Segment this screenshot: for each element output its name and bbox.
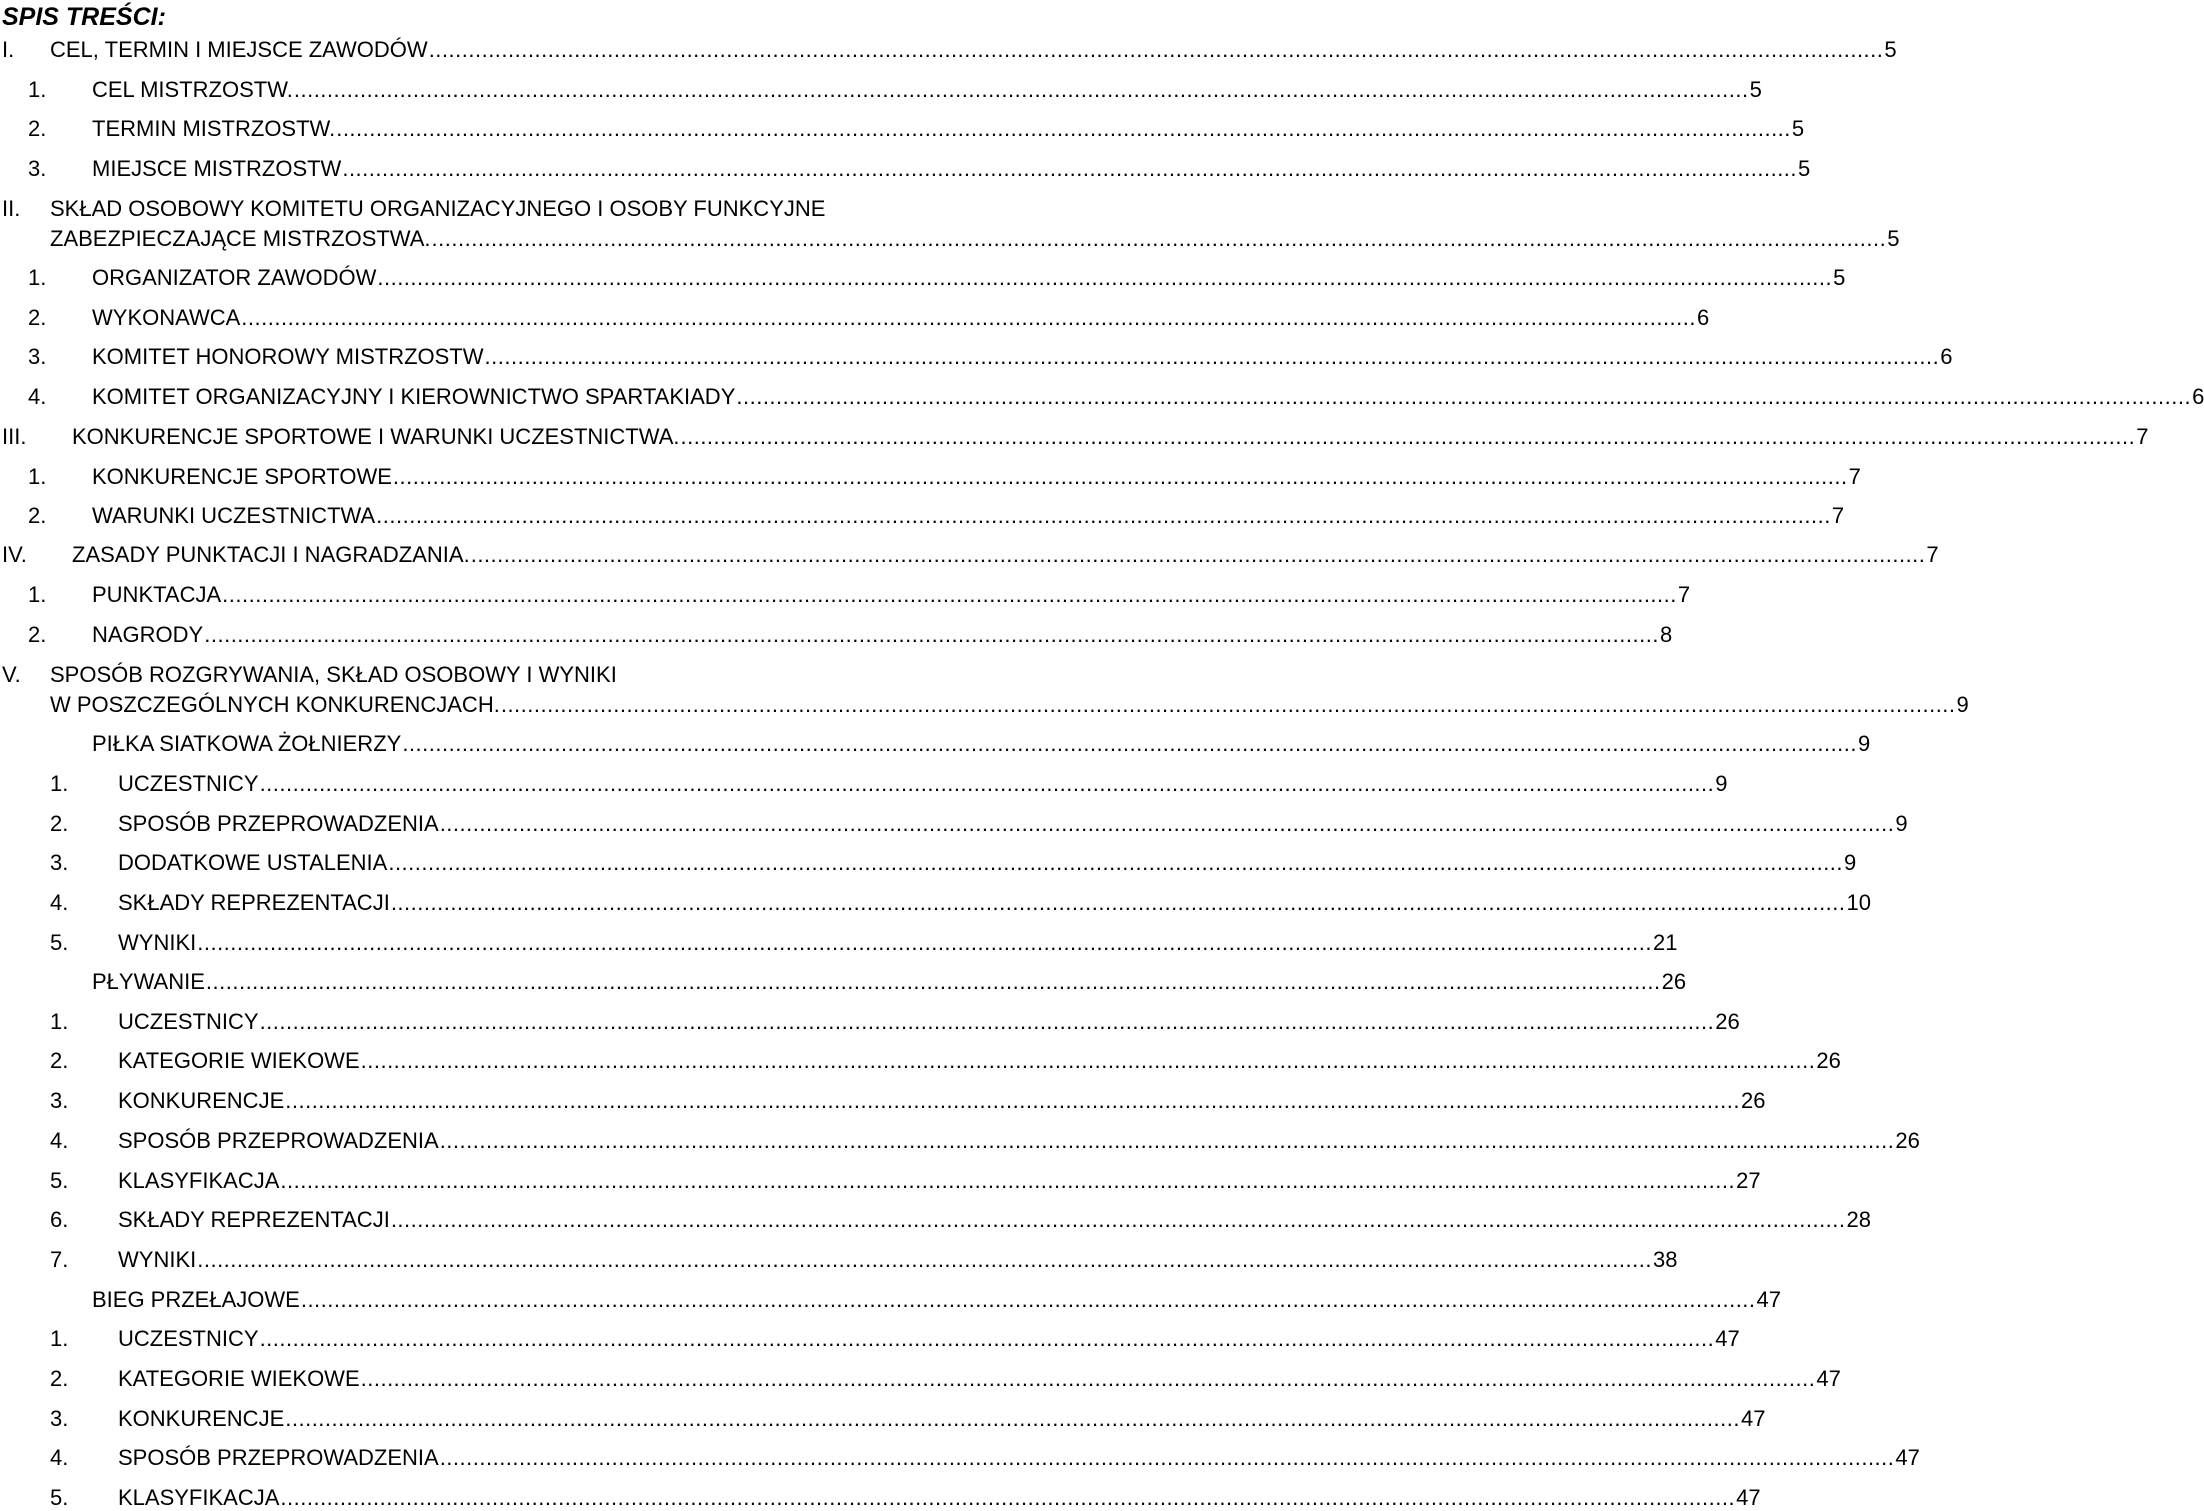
toc-entry-number: 6. xyxy=(50,1207,69,1232)
toc-dot-leader: ............................................................................................................................................................................................................................ xyxy=(259,1326,1715,1351)
toc-entry[interactable] xyxy=(0,463,1861,490)
toc-entry-page: 26 xyxy=(1816,1048,1841,1073)
toc-entry-title: KONKURENCJE xyxy=(118,1088,285,1113)
toc-entry-page: 26 xyxy=(1895,1128,1920,1153)
toc-dot-leader: ............................................................................................................................................................................................................................ xyxy=(241,305,1697,330)
toc-entry-page: 47 xyxy=(1715,1326,1740,1351)
toc-entry[interactable] xyxy=(0,423,2149,450)
toc-entry-number: 1. xyxy=(50,1009,69,1034)
toc-entry[interactable] xyxy=(0,1365,1841,1392)
toc-entry-number: 3. xyxy=(50,850,69,875)
toc-dot-leader: ............................................................................................................................................................................................................................ xyxy=(336,116,1791,141)
toc-entry-number: I. xyxy=(2,37,15,62)
toc-entry[interactable] xyxy=(0,264,1846,291)
toc-entry[interactable] xyxy=(0,1087,1766,1114)
toc-dot-leader: ............................................................................................................................................................................................................................ xyxy=(259,1009,1715,1034)
toc-entry[interactable] xyxy=(0,343,1953,370)
toc-entry[interactable] xyxy=(0,502,1845,529)
toc-entry-title: ZASADY PUNKTACJI I NAGRADZANIA. xyxy=(72,542,470,567)
toc-entry[interactable] xyxy=(0,304,1710,331)
toc-dot-leader: ............................................................................................................................................................................................................................ xyxy=(360,1048,1816,1073)
toc-title: SPIS TREŚCI: xyxy=(2,3,166,31)
toc-entry-title: PŁYWANIE xyxy=(92,969,205,994)
toc-entry-title: KLASYFIKACJA xyxy=(118,1485,280,1510)
toc-dot-leader: ............................................................................................................................................................................................................................ xyxy=(439,1445,1895,1470)
toc-entry[interactable] xyxy=(0,929,1678,956)
toc-entry-title: TERMIN MISTRZOSTW. xyxy=(92,116,336,141)
toc-entry-page: 6 xyxy=(2192,384,2204,409)
toc-dot-leader: ............................................................................................................................................................................................................................ xyxy=(736,384,2192,409)
toc-entry-number: 1. xyxy=(28,265,47,290)
toc-entry[interactable] xyxy=(0,849,1857,876)
toc-entry-title: SKŁAD OSOBOWY KOMITETU ORGANIZACYJNEGO I OSOBY FUNKCYJNE xyxy=(50,196,826,221)
toc-entry-title: KONKURENCJE SPORTOWE I WARUNKI UCZESTNICTWA. xyxy=(72,424,680,449)
toc-dot-leader: ............................................................................................................................................................................................................................ xyxy=(439,1128,1895,1153)
toc-entry[interactable] xyxy=(0,1047,1841,1074)
toc-entry-number: 1. xyxy=(50,771,69,796)
toc-entry-page: 7 xyxy=(1677,582,1691,607)
toc-entry-page: 7 xyxy=(1831,503,1845,528)
toc-dot-leader: ............................................................................................................................................................................................................................ xyxy=(390,890,1846,915)
toc-entry-title: UCZESTNICY xyxy=(118,771,259,796)
toc-entry-page: 5 xyxy=(1884,37,1897,62)
toc-dot-leader: ............................................................................................................................................................................................................................ xyxy=(197,930,1652,955)
toc-entry-title: MIEJSCE MISTRZOSTW xyxy=(92,156,342,181)
toc-entry-number: V. xyxy=(2,662,21,687)
toc-entry-title: WYNIKI xyxy=(118,930,197,955)
toc-entry-title: DODATKOWE USTALENIA xyxy=(118,850,388,875)
toc-dot-leader: ............................................................................................................................................................................................................................ xyxy=(390,1207,1846,1232)
toc-dot-leader: ............................................................................................................................................................................................................................ xyxy=(680,424,2136,449)
toc-entry-page: 21 xyxy=(1652,930,1678,955)
toc-entry[interactable] xyxy=(0,621,1673,648)
toc-entry[interactable] xyxy=(0,115,1805,142)
toc-entry[interactable] xyxy=(0,1008,1740,1035)
toc-entry[interactable] xyxy=(0,195,960,222)
toc-entry-title: SKŁADY REPREZENTACJI xyxy=(118,890,390,915)
toc-entry-title: PIŁKA SIATKOWA ŻOŁNIERZY xyxy=(92,731,402,756)
toc-entry-title: SPOSÓB PRZEPROWADZENIA xyxy=(118,1128,439,1153)
toc-entry-page: 26 xyxy=(1715,1009,1740,1034)
toc-entry[interactable] xyxy=(0,1405,1766,1432)
toc-entry-page: 28 xyxy=(1846,1207,1872,1232)
toc-entry[interactable] xyxy=(0,541,1939,568)
toc-entry[interactable] xyxy=(0,155,1811,182)
toc-entry-page: 7 xyxy=(2136,424,2149,449)
toc-entry-page: 26 xyxy=(1661,969,1687,994)
toc-dot-leader: ............................................................................................................................................................................................................................ xyxy=(293,77,1749,102)
toc-dot-leader: ............................................................................................................................................................................................................................ xyxy=(402,731,1858,756)
toc-dot-leader: ............................................................................................................................................................................................................................ xyxy=(280,1168,1736,1193)
toc-entry-number: 2. xyxy=(50,1366,69,1391)
toc-entry-title: SKŁADY REPREZENTACJI xyxy=(118,1207,390,1232)
toc-entry-number: 3. xyxy=(50,1406,69,1431)
toc-dot-leader: ............................................................................................................................................................................................................................ xyxy=(377,265,1833,290)
toc-entry[interactable] xyxy=(0,661,960,688)
toc-entry-title: KONKURENCJE SPORTOWE xyxy=(92,464,392,489)
toc-dot-leader: ............................................................................................................................................................................................................................ xyxy=(376,503,1831,528)
toc-entry-page: 5 xyxy=(1798,156,1811,181)
toc-entry[interactable] xyxy=(0,1127,1920,1154)
toc-entry-title: WYKONAWCA xyxy=(92,305,241,330)
toc-entry-page: 9 xyxy=(1895,811,1908,836)
toc-entry[interactable] xyxy=(0,968,1687,995)
toc-dot-leader: ............................................................................................................................................................................................................................ xyxy=(285,1406,1740,1431)
toc-entry-number: 1. xyxy=(28,77,47,102)
toc-entry[interactable] xyxy=(0,1206,1872,1233)
toc-entry[interactable] xyxy=(0,730,1871,757)
toc-entry-page: 5 xyxy=(1833,265,1846,290)
toc-entry-page: 10 xyxy=(1846,890,1872,915)
toc-entry-title: CEL MISTRZOSTW. xyxy=(92,77,293,102)
toc-entry-page: 8 xyxy=(1659,622,1673,647)
toc-entry-number: 2. xyxy=(28,503,47,528)
toc-entry-page: 6 xyxy=(1697,305,1710,330)
toc-dot-leader: ............................................................................................................................................................................................................................ xyxy=(259,771,1715,796)
toc-entry[interactable] xyxy=(0,76,1762,103)
toc-entry-title: UCZESTNICY xyxy=(118,1009,259,1034)
toc-entry-page: 47 xyxy=(1736,1485,1761,1510)
toc-entry-number: 2. xyxy=(28,305,47,330)
toc-dot-leader: ............................................................................................................................................................................................................................ xyxy=(204,622,1659,647)
toc-entry-page: 9 xyxy=(1844,850,1857,875)
toc-entry[interactable] xyxy=(0,810,1908,837)
toc-dot-leader: ............................................................................................................................................................................................................................ xyxy=(342,156,1798,181)
toc-entry[interactable] xyxy=(0,383,2204,410)
toc-entry[interactable] xyxy=(0,1484,1761,1511)
toc-dot-leader: ............................................................................................................................................................................................................................ xyxy=(285,1088,1740,1113)
toc-entry[interactable] xyxy=(0,1246,1678,1273)
toc-dot-leader: ............................................................................................................................................................................................................................ xyxy=(428,37,1884,62)
toc-entry[interactable] xyxy=(0,1167,1761,1194)
toc-entry-number: 7. xyxy=(50,1247,69,1272)
toc-dot-leader: ............................................................................................................................................................................................................................ xyxy=(484,344,1940,369)
toc-entry[interactable] xyxy=(0,691,1969,718)
toc-dot-leader: ............................................................................................................................................................................................................................ xyxy=(500,692,1956,717)
toc-entry-title: W POSZCZEGÓLNYCH KONKURENCJACH. xyxy=(50,692,500,717)
toc-entry-number: 5. xyxy=(50,930,69,955)
toc-entry-page: 26 xyxy=(1740,1088,1766,1113)
toc-entry-title: UCZESTNICY xyxy=(118,1326,259,1351)
toc-dot-leader: ............................................................................................................................................................................................................................ xyxy=(280,1485,1736,1510)
toc-entry-page: 47 xyxy=(1895,1445,1920,1470)
toc-entry-title: KATEGORIE WIEKOWE xyxy=(118,1048,360,1073)
toc-entry-page: 9 xyxy=(1715,771,1728,796)
toc-entry-page: 7 xyxy=(1926,542,1939,567)
toc-entry-page: 9 xyxy=(1956,692,1969,717)
toc-entry-title: KOMITET HONOROWY MISTRZOSTW xyxy=(92,344,484,369)
toc-entry-title: SPOSÓB PRZEPROWADZENIA xyxy=(118,1445,439,1470)
toc-entry-title: SPOSÓB ROZGRYWANIA, SKŁAD OSOBOWY I WYNIKI xyxy=(50,662,617,687)
toc-entry-page: 9 xyxy=(1858,731,1871,756)
toc-entry[interactable] xyxy=(0,225,1900,252)
toc-entry-number: II. xyxy=(2,196,21,221)
toc-entry-title: NAGRODY xyxy=(92,622,204,647)
toc-entry-page: 47 xyxy=(1756,1287,1782,1312)
toc-entry-page: 5 xyxy=(1749,77,1762,102)
toc-entry-number: 5. xyxy=(50,1485,69,1510)
toc-entry-number: 2. xyxy=(50,811,69,836)
toc-entry[interactable] xyxy=(0,1286,1782,1313)
toc-entry[interactable] xyxy=(0,770,1728,797)
toc-entry-title: ORGANIZATOR ZAWODÓW xyxy=(92,265,377,290)
toc-entry-page: 5 xyxy=(1791,116,1805,141)
toc-dot-leader: ............................................................................................................................................................................................................................ xyxy=(300,1287,1756,1312)
toc-entry-number: III. xyxy=(2,424,27,449)
toc-entry-number: 2. xyxy=(28,116,47,141)
toc-entry-number: 2. xyxy=(28,622,47,647)
toc-entry-title: WARUNKI UCZESTNICTWA xyxy=(92,503,376,528)
toc-dot-leader: ............................................................................................................................................................................................................................ xyxy=(360,1366,1816,1391)
toc-dot-leader: ............................................................................................................................................................................................................................ xyxy=(431,226,1887,251)
toc-dot-leader: ............................................................................................................................................................................................................................ xyxy=(197,1247,1652,1272)
toc-dot-leader: ............................................................................................................................................................................................................................ xyxy=(439,811,1895,836)
toc-entry-page: 5 xyxy=(1887,226,1900,251)
toc-dot-leader: ............................................................................................................................................................................................................................ xyxy=(205,969,1661,994)
toc-entry-page: 27 xyxy=(1736,1168,1761,1193)
toc-entry-title: BIEG PRZEŁAJOWE xyxy=(92,1287,300,1312)
toc-dot-leader: ............................................................................................................................................................................................................................ xyxy=(222,582,1677,607)
toc-entry-number: 3. xyxy=(50,1088,69,1113)
toc-entry-number: 1. xyxy=(28,464,47,489)
toc-entry-number: 4. xyxy=(28,384,47,409)
toc-entry-page: 47 xyxy=(1740,1406,1766,1431)
toc-entry-title: PUNKTACJA xyxy=(92,582,222,607)
toc-entry-title: KATEGORIE WIEKOWE xyxy=(118,1366,360,1391)
toc-entry[interactable] xyxy=(0,1444,1920,1471)
toc-entry-number: 2. xyxy=(50,1048,69,1073)
toc-entry-title: KONKURENCJE xyxy=(118,1406,285,1431)
toc-entry-number: 5. xyxy=(50,1168,69,1193)
toc-entry-title: SPOSÓB PRZEPROWADZENIA xyxy=(118,811,439,836)
toc-entry-page: 7 xyxy=(1848,464,1861,489)
toc-entry-page: 6 xyxy=(1940,344,1953,369)
toc-dot-leader: ............................................................................................................................................................................................................................ xyxy=(388,850,1844,875)
toc-entry-number: 4. xyxy=(50,1128,69,1153)
toc-entry-number: 1. xyxy=(28,582,47,607)
toc-entry-title: KOMITET ORGANIZACYJNY I KIEROWNICTWO SPARTAKIADY xyxy=(92,384,736,409)
toc-entry-page: 47 xyxy=(1816,1366,1841,1391)
toc-entry-title: WYNIKI xyxy=(118,1247,197,1272)
toc-dot-leader: ............................................................................................................................................................................................................................ xyxy=(470,542,1926,567)
toc-entry-page: 38 xyxy=(1652,1247,1678,1272)
toc-entry[interactable] xyxy=(0,581,1691,608)
toc-entry-number: 3. xyxy=(28,156,47,181)
toc-entry-number: 1. xyxy=(50,1326,69,1351)
toc-entry-number: 4. xyxy=(50,890,69,915)
toc-entry[interactable] xyxy=(0,889,1872,916)
toc-entry[interactable] xyxy=(0,1325,1740,1352)
toc-entry-number: IV. xyxy=(2,542,27,567)
toc-entry-title: ZABEZPIECZAJĄCE MISTRZOSTWA. xyxy=(50,226,431,251)
toc-entry-number: 3. xyxy=(28,344,47,369)
toc-entry[interactable] xyxy=(0,36,1897,63)
toc-entry-number: 4. xyxy=(50,1445,69,1470)
toc-entry-title: CEL, TERMIN I MIEJSCE ZAWODÓW xyxy=(50,37,428,62)
toc-entry-title: KLASYFIKACJA xyxy=(118,1168,280,1193)
toc-dot-leader: ............................................................................................................................................................................................................................ xyxy=(392,464,1848,489)
